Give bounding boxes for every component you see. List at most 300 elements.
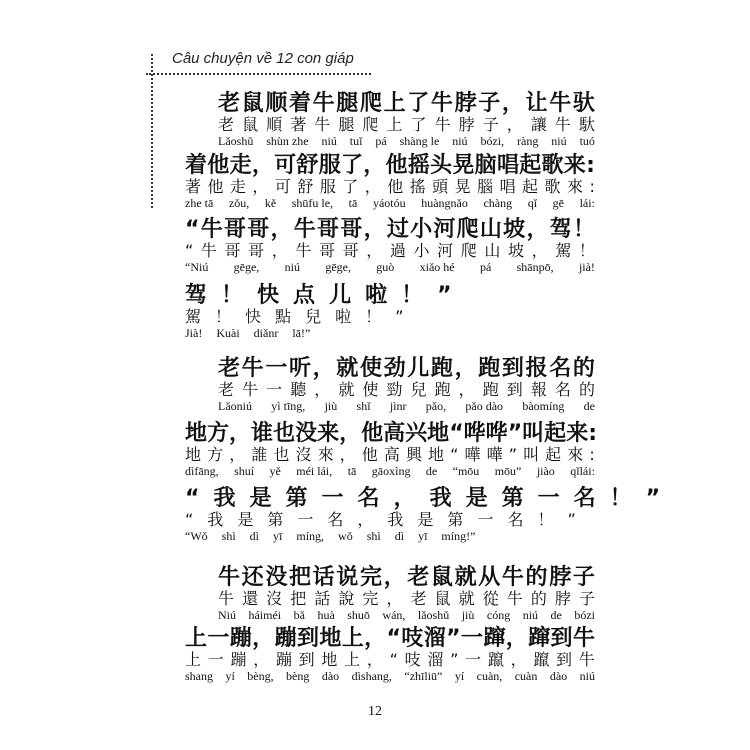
traditional-char: 起: [545, 445, 562, 464]
traditional-char: ，: [314, 380, 331, 399]
traditional-char: 來: [566, 177, 583, 196]
traditional-char: 歌: [544, 177, 561, 196]
pinyin-word: guò: [376, 260, 395, 274]
traditional-char: ，: [366, 650, 383, 669]
simplified-char: 哥: [223, 217, 246, 242]
simplified-char: 听: [288, 356, 311, 381]
traditional-char: 著: [185, 177, 202, 196]
simplified-char: 了: [340, 153, 363, 178]
pinyin-word: “Wǒ: [185, 529, 208, 543]
simplified-char: 老: [407, 565, 430, 590]
simplified-char: 过: [386, 217, 409, 242]
simplified-char: 让: [525, 91, 548, 116]
pinyin-word: dào: [549, 669, 568, 683]
traditional-char: ”: [450, 650, 459, 669]
traditional-char: 哥: [319, 241, 336, 260]
simplified-char: ，: [363, 153, 386, 178]
traditional-char: 兒: [410, 380, 427, 399]
simplified-char: 第: [285, 486, 308, 511]
simplified-char: 就: [336, 356, 359, 381]
simplified-char: ，: [270, 217, 293, 242]
pinyin-word: yī: [418, 529, 428, 543]
traditional-char: ，: [253, 650, 270, 669]
pinyin-word: shàng le: [399, 134, 440, 148]
simplified-char: 儿: [407, 356, 430, 381]
pinyin-word: pá: [479, 260, 492, 274]
pinyin-line: [185, 326, 595, 340]
simplified-char: 脖: [549, 565, 572, 590]
traditional-char: 快: [245, 307, 262, 326]
pinyin-word: yě: [269, 464, 281, 478]
traditional-char: 到: [556, 650, 573, 669]
paragraph-6: [185, 421, 598, 478]
pinyin-line: [185, 399, 595, 413]
paragraph-1: [185, 91, 595, 148]
traditional-char: 哥: [248, 241, 265, 260]
simplified-char: 晃: [452, 153, 475, 178]
traditional-char: 牛: [554, 115, 571, 134]
pinyin-word: mōu”: [494, 464, 522, 478]
pinyin-word: pǎo dào: [465, 399, 504, 413]
pinyin-word: dì: [394, 529, 405, 543]
pinyin-word: bàomíng: [522, 399, 565, 413]
simplified-char: 驾: [185, 283, 208, 308]
traditional-char: 著: [290, 115, 307, 134]
simplified-char: 他: [361, 421, 384, 446]
simplified-char: 一: [321, 486, 344, 511]
pinyin-word: zhe tā: [185, 196, 214, 210]
traditional-char: 勁: [386, 380, 403, 399]
traditional-char: ，: [364, 177, 381, 196]
pinyin-line: [185, 608, 595, 622]
simplified-char: “: [386, 626, 401, 651]
simplified-char: 我: [429, 486, 452, 511]
pinyin-word: yī: [273, 529, 283, 543]
traditional-char: 來: [567, 445, 584, 464]
pinyin-word: ràng: [517, 134, 539, 148]
simplified-char: ，: [505, 626, 528, 651]
simplified-char: 也: [273, 421, 296, 446]
simplified-char: 小: [410, 217, 433, 242]
simplified-char: ，: [339, 421, 362, 446]
simplified-char: 名: [549, 356, 572, 381]
simplified-char: 到: [296, 626, 319, 651]
traditional-char: 把: [290, 589, 307, 608]
simplified-char: 牛: [200, 217, 223, 242]
traditional-char: 牛: [200, 241, 217, 260]
simplified-char: 报: [525, 356, 548, 381]
simplified-char: 蹦: [229, 626, 252, 651]
simplified-char: 上: [383, 91, 406, 116]
traditional-char: 還: [242, 589, 259, 608]
traditional-line: [185, 381, 595, 399]
simplified-char: 牛: [549, 91, 572, 116]
pinyin-word: míng,: [296, 529, 325, 543]
traditional-char: ，: [531, 241, 548, 260]
traditional-char: ，: [458, 380, 475, 399]
simplified-char: “: [185, 217, 200, 242]
pinyin-word: bèng: [286, 669, 310, 683]
simplified-char: 一: [460, 626, 483, 651]
pinyin-word: niú: [321, 134, 337, 148]
simplified-line: [185, 356, 595, 381]
traditional-char: 蹦: [275, 650, 292, 669]
simplified-char: 第: [501, 486, 524, 511]
pinyin-word: bèng,: [247, 669, 274, 683]
pinyin-word: niú: [284, 260, 300, 274]
simplified-line: [185, 486, 661, 511]
paragraph-5: [185, 356, 595, 413]
traditional-char: ”: [508, 445, 517, 464]
traditional-line: [185, 116, 595, 134]
pinyin-word: niú: [522, 608, 539, 622]
simplified-char: 起: [544, 421, 567, 446]
chapter-header-title: Câu chuyện về 12 con giáp: [172, 50, 354, 67]
simplified-char: :: [588, 421, 598, 446]
pinyin-word: lái:: [579, 196, 595, 210]
pinyin-word: jiù: [461, 608, 475, 622]
traditional-char: 沒: [295, 445, 312, 464]
traditional-char: 老: [218, 380, 235, 399]
traditional-char: 第: [267, 510, 284, 529]
pinyin-word: jiù: [324, 399, 338, 413]
pinyin-word: shuō: [347, 608, 370, 622]
simplified-char: 驾: [549, 217, 572, 242]
simplified-char: 到: [501, 356, 524, 381]
traditional-char: 爬: [362, 115, 379, 134]
pinyin-word: qǐlái:: [570, 464, 595, 478]
simplified-char: 点: [293, 283, 316, 308]
pinyin-word: tā: [348, 196, 358, 210]
simplified-char: 驮: [572, 91, 595, 116]
traditional-char: 子: [482, 115, 499, 134]
traditional-char: “: [450, 445, 459, 464]
traditional-char: 哥: [342, 241, 359, 260]
traditional-line: [185, 511, 595, 529]
simplified-char: ，: [526, 217, 549, 242]
traditional-char: 一: [477, 510, 494, 529]
pinyin-word: shùn zhe: [266, 134, 309, 148]
simplified-char: ”: [446, 626, 461, 651]
simplified-char: 溜: [423, 626, 446, 651]
pinyin-word: bǎ: [293, 608, 305, 622]
traditional-char: 我: [387, 510, 404, 529]
simplified-char: 快: [257, 283, 280, 308]
traditional-char: 跑: [482, 380, 499, 399]
simplified-char: 哥: [317, 217, 340, 242]
simplified-char: 一: [207, 626, 230, 651]
traditional-line: [185, 651, 595, 669]
simplified-char: 从: [478, 565, 501, 590]
traditional-char: 到: [298, 650, 315, 669]
simplified-char: 跑: [478, 356, 501, 381]
traditional-char: 牛: [506, 589, 523, 608]
paragraph-7: [185, 486, 661, 543]
pinyin-word: qǐ: [527, 196, 538, 210]
traditional-char: 名: [507, 510, 524, 529]
traditional-char: :: [589, 177, 595, 196]
pinyin-line: [185, 464, 595, 478]
pinyin-word: Jià!: [185, 326, 203, 340]
simplified-char: ，: [252, 626, 275, 651]
simplified-char: 他: [207, 153, 230, 178]
traditional-char: 聽: [290, 380, 307, 399]
traditional-char: ，: [366, 241, 383, 260]
traditional-char: 了: [410, 115, 427, 134]
simplified-char: 鼠: [430, 565, 453, 590]
traditional-char: ，: [339, 445, 356, 464]
simplified-char: 地: [319, 626, 342, 651]
pinyin-word: jìnr: [389, 399, 407, 413]
traditional-char: ，: [386, 589, 403, 608]
traditional-line: [185, 590, 595, 608]
simplified-char: ”: [507, 421, 523, 446]
simplified-char: 他: [385, 153, 408, 178]
pinyin-word: cuàn,: [476, 669, 503, 683]
traditional-char: 第: [447, 510, 464, 529]
simplified-line: [185, 626, 595, 651]
simplified-char: ！: [401, 283, 424, 308]
traditional-char: 到: [506, 380, 523, 399]
pinyin-word: gēge,: [233, 260, 260, 274]
traditional-char: 使: [362, 380, 379, 399]
simplified-char: 脑: [474, 153, 497, 178]
traditional-char: 說: [338, 589, 355, 608]
simplified-char: 跑: [430, 356, 453, 381]
simplified-char: 了: [407, 91, 430, 116]
paragraph-2: [185, 153, 595, 210]
traditional-char: 上: [185, 650, 202, 669]
traditional-char: 鼠: [242, 115, 259, 134]
pinyin-word: shì: [221, 529, 236, 543]
simplified-char: 脖: [454, 91, 477, 116]
simplified-char: 儿: [329, 283, 352, 308]
simplified-char: 着: [288, 91, 311, 116]
simplified-char: 起: [519, 153, 542, 178]
simplified-char: 哗: [463, 421, 486, 446]
traditional-char: 牛: [434, 115, 451, 134]
pinyin-word: tuǐ: [349, 134, 363, 148]
traditional-char: 鼠: [434, 589, 451, 608]
simplified-char: ！: [609, 486, 632, 511]
traditional-char: 名: [327, 510, 344, 529]
pinyin-word: Lǎoniú: [218, 399, 252, 413]
traditional-char: 躥: [487, 650, 504, 669]
traditional-char: 讓: [530, 115, 547, 134]
traditional-char: 地: [185, 445, 202, 464]
simplified-char: 牛: [241, 356, 264, 381]
simplified-char: 爬: [359, 91, 382, 116]
pinyin-word: pǎo,: [425, 399, 447, 413]
pinyin-word: pá: [375, 134, 387, 148]
traditional-char: 爬: [460, 241, 477, 260]
simplified-char: 来: [566, 421, 589, 446]
simplified-char: 一: [265, 356, 288, 381]
simplified-char: 河: [433, 217, 456, 242]
page-number: 12: [368, 704, 382, 719]
traditional-char: 一: [465, 650, 482, 669]
pinyin-word: diǎnr: [253, 326, 279, 340]
simplified-char: 谁: [251, 421, 274, 446]
pinyin-word: yì tīng,: [271, 399, 306, 413]
traditional-char: 頭: [432, 177, 449, 196]
simplified-char: 子: [572, 565, 595, 590]
simplified-char: 兴: [405, 421, 428, 446]
simplified-char: 鼠: [241, 91, 264, 116]
traditional-char: 來: [317, 445, 334, 464]
traditional-char: 馱: [578, 115, 595, 134]
paragraph-9: [185, 626, 595, 683]
simplified-char: 没: [295, 421, 318, 446]
pinyin-word: dìshang,: [351, 669, 392, 683]
simplified-char: 就: [454, 565, 477, 590]
simplified-char: 上: [185, 626, 208, 651]
traditional-char: ，: [506, 115, 523, 134]
simplified-char: 名: [573, 486, 596, 511]
simplified-char: 哥: [247, 217, 270, 242]
simplified-char: 高: [383, 421, 406, 446]
traditional-char: 我: [207, 510, 224, 529]
traditional-char: ！: [215, 307, 232, 326]
traditional-char: 方: [207, 445, 224, 464]
simplified-char: 山: [479, 217, 502, 242]
traditional-char: 牛: [314, 115, 331, 134]
pinyin-word: jiào: [536, 464, 555, 478]
pinyin-line: [185, 529, 595, 543]
pinyin-word: gēge,: [325, 260, 351, 274]
paragraph-3: [185, 217, 595, 274]
pinyin-word: Niú: [218, 608, 236, 622]
traditional-char: 老: [218, 115, 235, 134]
traditional-char: 上: [344, 650, 361, 669]
traditional-char: 牛: [218, 589, 235, 608]
simplified-line: [185, 565, 595, 590]
simplified-char: ，: [364, 626, 387, 651]
traditional-char: 是: [417, 510, 434, 529]
traditional-char: 吱: [404, 650, 421, 669]
simplified-char: 坡: [503, 217, 526, 242]
simplified-char: 蹦: [274, 626, 297, 651]
simplified-char: 是: [249, 486, 272, 511]
traditional-line: [185, 242, 595, 260]
simplified-char: 完: [359, 565, 382, 590]
simplified-char: 腿: [336, 91, 359, 116]
pinyin-word: de: [425, 464, 438, 478]
traditional-char: ”: [567, 510, 576, 529]
simplified-char: 没: [265, 565, 288, 590]
simplified-char: 地: [185, 421, 208, 446]
simplified-char: “: [185, 486, 200, 511]
traditional-char: 駕: [555, 241, 572, 260]
simplified-char: ，: [393, 486, 416, 511]
simplified-char: ，: [501, 91, 524, 116]
pinyin-word: “mōu: [452, 464, 480, 478]
traditional-char: 報: [530, 380, 547, 399]
traditional-char: 他: [387, 177, 404, 196]
simplified-char: 我: [213, 486, 236, 511]
simplified-char: 叫: [522, 421, 545, 446]
header-dotted-rule: [146, 73, 371, 75]
simplified-char: 的: [572, 356, 595, 381]
traditional-char: 一: [266, 380, 283, 399]
traditional-char: ，: [271, 241, 288, 260]
pinyin-word: “zhīliū”: [404, 669, 443, 683]
simplified-char: 走: [229, 153, 252, 178]
traditional-char: 牛: [295, 241, 312, 260]
simplified-char: 摇: [407, 153, 430, 178]
simplified-char: 名: [357, 486, 380, 511]
traditional-char: 就: [458, 589, 475, 608]
traditional-line: [185, 178, 595, 196]
pinyin-word: jià!: [578, 260, 595, 274]
pinyin-word: yí: [454, 669, 465, 683]
traditional-char: 高: [383, 445, 400, 464]
simplified-char: 还: [241, 565, 264, 590]
pinyin-word: shang: [185, 669, 213, 683]
pinyin-word: shūfu le,: [291, 196, 334, 210]
pinyin-word: shǐ: [356, 399, 371, 413]
simplified-char: 哥: [340, 217, 363, 242]
simplified-line: [185, 421, 598, 446]
pinyin-word: niú: [551, 134, 567, 148]
simplified-char: 吱: [401, 626, 424, 651]
traditional-char: 從: [482, 589, 499, 608]
pinyin-word: de: [583, 399, 595, 413]
simplified-char: 牛: [218, 565, 241, 590]
pinyin-word: wán,: [382, 608, 406, 622]
simplified-char: 老: [218, 91, 241, 116]
simplified-char: 爬: [456, 217, 479, 242]
pinyin-word: niú: [452, 134, 468, 148]
traditional-char: 搖: [409, 177, 426, 196]
simplified-char: 使: [359, 356, 382, 381]
simplified-char: ，: [363, 217, 386, 242]
simplified-char: 头: [430, 153, 453, 178]
pinyin-word: cóng: [486, 608, 511, 622]
traditional-char: 也: [273, 445, 290, 464]
traditional-char: ！: [537, 510, 554, 529]
paragraph-4: [185, 283, 595, 340]
pinyin-word: chàng: [483, 196, 513, 210]
simplified-char: 啦: [365, 283, 388, 308]
pinyin-word: “Niú: [185, 260, 209, 274]
traditional-line: [185, 446, 595, 464]
traditional-char: ，: [357, 510, 374, 529]
simplified-char: 牛: [430, 91, 453, 116]
traditional-char: 兒: [305, 307, 322, 326]
pinyin-word: cuàn: [514, 669, 538, 683]
pinyin-word: dào: [321, 669, 340, 683]
traditional-char: ！: [365, 307, 382, 326]
traditional-char: 山: [484, 241, 501, 260]
traditional-char: 服: [319, 177, 336, 196]
traditional-char: 駕: [185, 307, 202, 326]
traditional-char: 了: [342, 177, 359, 196]
pinyin-word: xiǎo hé: [419, 260, 455, 274]
pinyin-word: shuí: [234, 464, 255, 478]
simplified-char: 牛: [572, 626, 595, 651]
simplified-char: 说: [336, 565, 359, 590]
simplified-char: 唱: [496, 153, 519, 178]
traditional-char: 誰: [251, 445, 268, 464]
pinyin-word: gē: [552, 196, 564, 210]
simplified-char: 一: [537, 486, 560, 511]
traditional-char: 子: [578, 589, 595, 608]
simplified-char: 到: [550, 626, 573, 651]
traditional-char: 叫: [523, 445, 540, 464]
simplified-char: ，: [229, 421, 252, 446]
traditional-char: 他: [361, 445, 378, 464]
